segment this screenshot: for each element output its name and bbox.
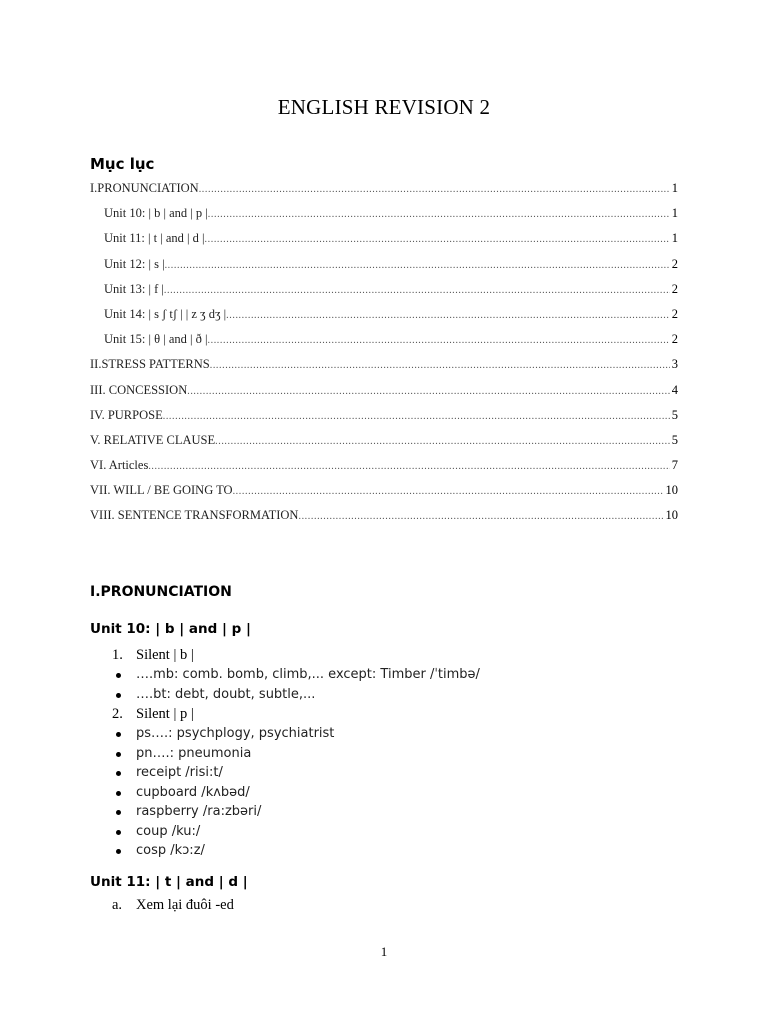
- toc-entry-label: I.PRONUNCIATION: [90, 181, 199, 195]
- toc-entry[interactable]: [90, 279, 678, 304]
- section-heading-pronunciation: I.PRONUNCIATION: [90, 584, 232, 600]
- toc-entry-label: II.STRESS PATTERNS: [90, 357, 210, 372]
- toc-entry[interactable]: [90, 329, 678, 354]
- toc-dot-leader: [163, 407, 670, 427]
- list-marker: 2.: [112, 706, 123, 722]
- toc-entry-page: 2: [671, 256, 678, 271]
- table-of-contents: [90, 178, 678, 531]
- toc-entry-label: Unit 11: | t | and | d |: [104, 231, 205, 246]
- unit-10-list: [112, 645, 672, 861]
- toc-entry-page: 3: [671, 357, 678, 372]
- bullet-icon: [116, 771, 121, 776]
- bullet-list-item: [112, 763, 672, 783]
- list-item-text: receipt /risi:t/: [136, 765, 223, 780]
- toc-dot-leader: [226, 306, 670, 326]
- toc-entry-label: IV. PURPOSE: [90, 407, 163, 422]
- toc-dot-leader: [187, 382, 670, 402]
- list-item-text: Silent | b |: [136, 647, 194, 663]
- toc-entry[interactable]: [90, 254, 678, 279]
- toc-entry-page: 10: [665, 508, 678, 523]
- list-item-text: ….bt: debt, doubt, subtle,...: [136, 686, 316, 702]
- bullet-list-item: [112, 841, 672, 861]
- toc-entry-label: Unit 10: | b | and | p |: [104, 206, 208, 221]
- bullet-icon: [116, 752, 121, 757]
- numbered-list-item: [112, 704, 672, 724]
- toc-entry[interactable]: [90, 354, 678, 379]
- toc-entry[interactable]: [90, 228, 678, 253]
- document-title: ENGLISH REVISION 2: [277, 95, 491, 119]
- list-item-text: cosp /kɔ:z/: [136, 843, 205, 858]
- toc-entry-page: 7: [671, 458, 678, 473]
- bullet-list-item: [112, 744, 672, 764]
- toc-entry-label: Unit 14: | s ʃ tʃ | | z ʒ dʒ |: [104, 306, 227, 321]
- list-marker: 1.: [112, 647, 123, 663]
- list-item-text: ps….: psychplogy, psychiatrist: [136, 726, 335, 741]
- toc-entry[interactable]: [90, 405, 678, 430]
- toc-entry-page: 5: [671, 432, 678, 447]
- toc-entry-page: 10: [665, 483, 678, 498]
- toc-entry[interactable]: [90, 304, 678, 329]
- unit-11-list: [112, 895, 672, 915]
- toc-entry[interactable]: [90, 430, 678, 455]
- toc-dot-leader: [210, 356, 670, 376]
- unit-10-heading: Unit 10: | b | and | p |: [90, 621, 251, 637]
- toc-entry-page: 2: [671, 281, 678, 296]
- bullet-icon: [116, 849, 121, 854]
- toc-entry-label: Unit 15: | θ | and | ð |: [104, 332, 208, 347]
- numbered-list-item: [112, 895, 672, 915]
- bullet-icon: [116, 830, 121, 835]
- toc-entry-label: VIII. SENTENCE TRANSFORMATION: [90, 508, 299, 523]
- unit-11-heading: Unit 11: | t | and | d |: [90, 874, 248, 890]
- list-item-text: ….mb: comb. bomb, climb,... except: Timber /ˈtimbə/: [136, 667, 480, 682]
- toc-entry[interactable]: [90, 203, 678, 228]
- toc-entry[interactable]: [90, 455, 678, 480]
- bullet-list-item: [112, 724, 672, 744]
- toc-entry-page: 1: [671, 181, 678, 195]
- bullet-list-item: [112, 802, 672, 822]
- toc-entry-page: 4: [671, 382, 678, 397]
- toc-entry[interactable]: [90, 505, 678, 530]
- toc-entry-page: 1: [671, 231, 678, 246]
- list-marker: a.: [112, 897, 123, 913]
- toc-entry-label: VII. WILL / BE GOING TO: [90, 483, 233, 498]
- list-item-text: Silent | p |: [136, 706, 194, 722]
- toc-entry-label: Unit 12: | s |: [104, 256, 165, 271]
- toc-dot-leader: [205, 230, 670, 250]
- toc-dot-leader: [199, 180, 670, 200]
- bullet-list-item: [112, 783, 672, 803]
- toc-dot-leader: [215, 432, 670, 452]
- list-item-text: coup /ku:/: [136, 823, 201, 839]
- numbered-list-item: [112, 645, 672, 665]
- bullet-icon: [116, 791, 121, 796]
- list-item-text: pn….: pneumonia: [136, 745, 252, 761]
- toc-dot-leader: [298, 507, 663, 527]
- bullet-icon: [116, 732, 121, 737]
- toc-heading: Mục lục: [90, 155, 155, 173]
- toc-entry-page: 2: [671, 306, 678, 321]
- toc-dot-leader: [233, 482, 664, 502]
- toc-dot-leader: [208, 205, 670, 225]
- toc-dot-leader: [165, 256, 670, 276]
- bullet-icon: [116, 810, 121, 815]
- toc-entry[interactable]: [90, 480, 678, 505]
- toc-entry-label: III. CONCESSION: [90, 382, 188, 397]
- toc-dot-leader: [164, 281, 670, 301]
- list-item-text: raspberry /ra:zbəri/: [136, 804, 262, 819]
- bullet-list-item: [112, 665, 672, 685]
- list-item-text: Xem lại đuôi -ed: [136, 897, 234, 913]
- toc-entry[interactable]: [90, 178, 678, 203]
- toc-dot-leader: [208, 331, 670, 351]
- toc-entry-label: VI. Articles: [90, 458, 149, 473]
- toc-entry[interactable]: [90, 380, 678, 405]
- bullet-list-item: [112, 822, 672, 842]
- page-number: 1: [380, 944, 388, 959]
- toc-dot-leader: [148, 457, 669, 477]
- bullet-list-item: [112, 685, 672, 705]
- toc-entry-page: 2: [671, 332, 678, 347]
- toc-entry-page: 1: [671, 206, 678, 221]
- toc-entry-label: V. RELATIVE CLAUSE: [90, 432, 216, 447]
- bullet-icon: [116, 693, 121, 698]
- bullet-icon: [116, 673, 121, 678]
- list-item-text: cupboard /kʌbəd/: [136, 784, 250, 800]
- toc-entry-page: 5: [671, 407, 678, 422]
- toc-entry-label: Unit 13: | f |: [104, 281, 164, 296]
